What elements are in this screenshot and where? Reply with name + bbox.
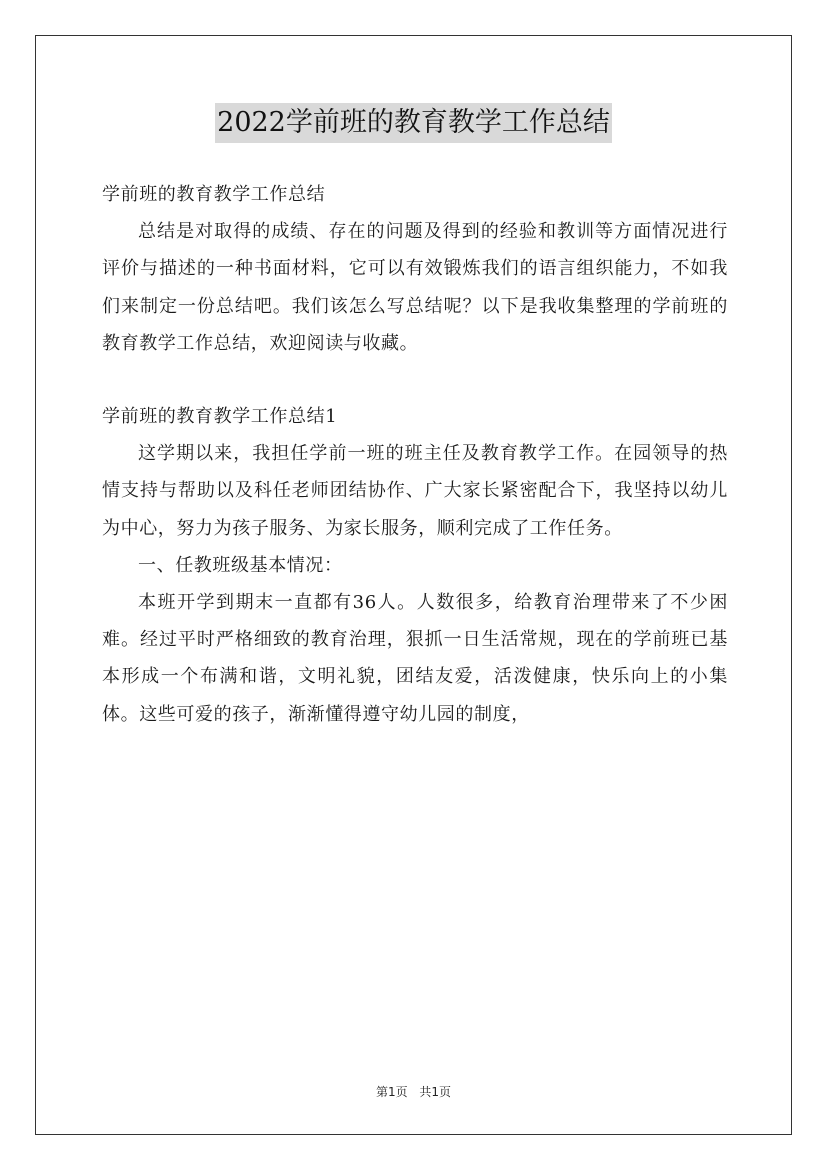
section1-subheading-1: 一、任教班级基本情况： — [138, 554, 343, 576]
intro-paragraph: 总结是对取得的成绩、存在的问题及得到的经验和教训等方面情况进行评价与描述的一种书面材料，它可以有效锻炼我们的语言组织能力，不如我们来制定一份总结吧。我们该怎么写总结呢？以下是我收集整理的学前班的教育教学工作总结，欢迎阅读与收藏。 — [102, 221, 728, 354]
document-title: 2022学前班的教育教学工作总结 — [215, 103, 612, 143]
section1-paragraph-2: 本班开学到期末一直都有36人。人数很多，给教育治理带来了不少困难。经过平时严格细致的教育治理，狠抓一日生活常规，现在的学前班已基本形成一个布满和谐，文明礼貌，团结友爱，活泼健康，快乐向上的小集体。这些可爱的孩子，渐渐懂得遵守幼儿园的制度， — [102, 592, 728, 725]
page-number-total: 共1页 — [419, 1085, 452, 1099]
section1-heading: 学前班的教育教学工作总结1 — [102, 406, 338, 428]
document-body — [102, 176, 728, 733]
title-wrap — [0, 103, 827, 143]
section1-paragraph-1: 这学期以来，我担任学前一班的班主任及教育教学工作。在园领导的热情支持与帮助以及科任老师团结协作、广大家长紧密配合下，我坚持以幼儿为中心，努力为孩子服务、为家长服务，顺利完成了工作任务。 — [102, 443, 728, 539]
section-gap — [102, 362, 728, 398]
page-footer — [0, 1083, 827, 1100]
subtitle: 学前班的教育教学工作总结 — [102, 184, 326, 205]
page-number-current: 第1页 — [375, 1085, 408, 1099]
